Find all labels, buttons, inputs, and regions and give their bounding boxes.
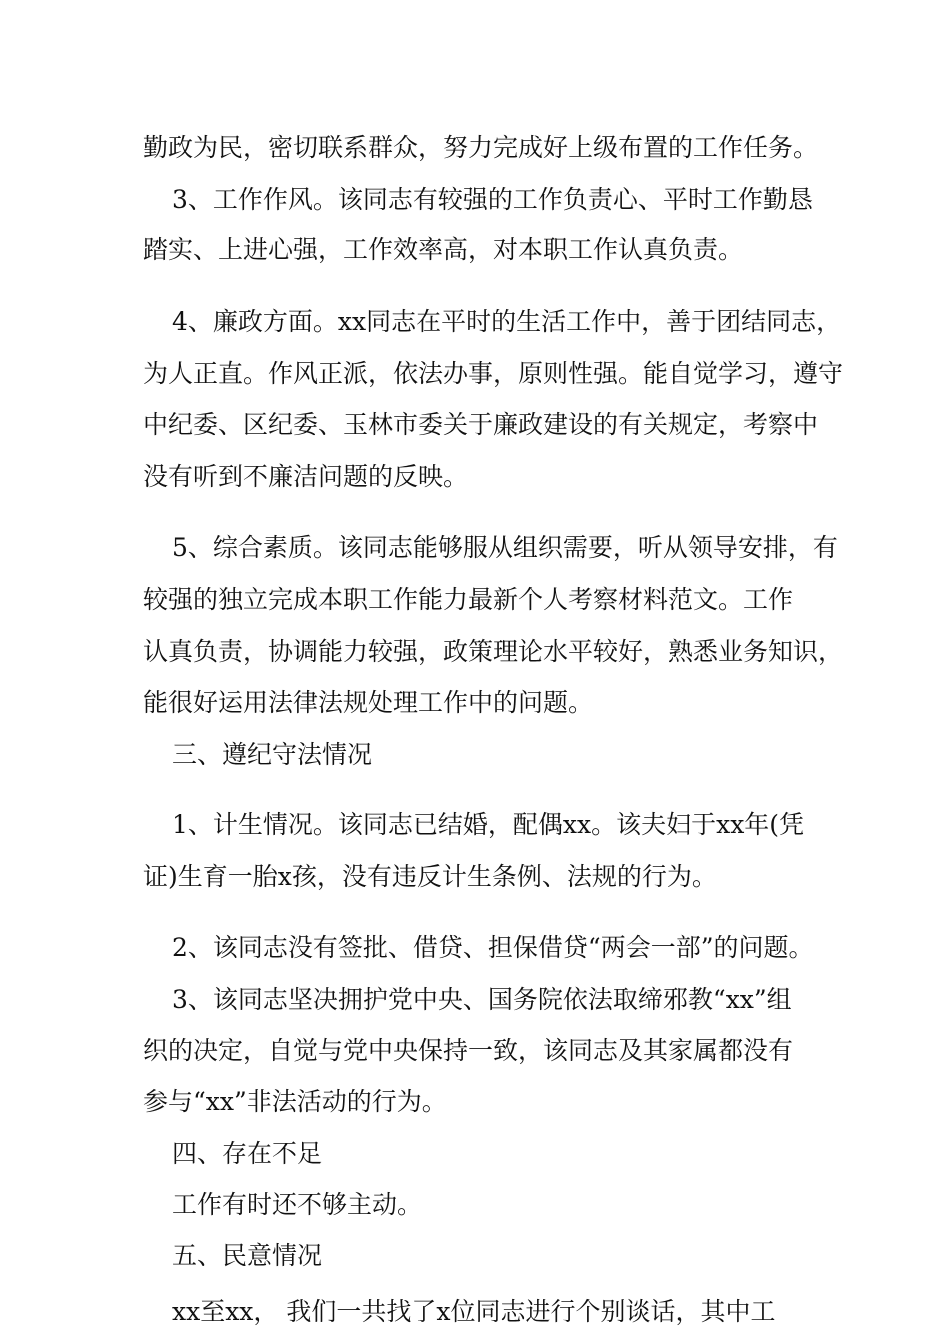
text-line: 较强的独立完成本职工作能力最新个人考察材料范文。工作	[143, 585, 794, 614]
text-line: 中纪委、区纪委、玉林市委关于廉政建设的有关规定，考察中	[143, 410, 819, 439]
text-line: xx至xx， 我们一共找了x位同志进行个别谈话，其中工	[172, 1297, 776, 1326]
text-line: 认真负责，协调能力较强，政策理论水平较好，熟悉业务知识，	[143, 637, 844, 666]
text-line: 参与“xx”非法活动的行为。	[143, 1087, 447, 1116]
text-line: 3、该同志坚决拥护党中央、国务院依法取缔邪教“xx”组	[172, 985, 792, 1014]
text-line: 勤政为民，密切联系群众，努力完成好上级布置的工作任务。	[143, 133, 819, 162]
text-line: 5、综合素质。该同志能够服从组织需要，听从领导安排，有	[172, 533, 838, 562]
text-line: 3、工作作风。该同志有较强的工作负责心、平时工作勤恳	[172, 185, 813, 214]
text-line: 证)生育一胎x孩，没有违反计生条例、法规的行为。	[143, 862, 717, 891]
text-line: 工作有时还不够主动。	[172, 1190, 423, 1219]
text-line: 1、计生情况。该同志已结婚，配偶xx。该夫妇于xx年(凭	[172, 810, 805, 839]
text-line: 4、廉政方面。xx同志在平时的生活工作中，善于团结同志，	[172, 307, 842, 336]
text-line: 能很好运用法律法规处理工作中的问题。	[143, 688, 594, 717]
text-line: 踏实、上进心强，工作效率高，对本职工作认真负责。	[143, 235, 744, 264]
section-heading: 三、遵纪守法情况	[172, 740, 373, 769]
text-line: 织的决定，自觉与党中央保持一致，该同志及其家属都没有	[143, 1036, 794, 1065]
section-heading: 五、民意情况	[172, 1241, 323, 1270]
text-line: 2、该同志没有签批、借贷、担保借贷“两会一部”的问题。	[172, 933, 814, 962]
text-line: 没有听到不廉洁问题的反映。	[143, 462, 469, 491]
text-line: 为人正直。作风正派，依法办事，原则性强。能自觉学习，遵守	[143, 359, 844, 388]
section-heading: 四、存在不足	[172, 1139, 323, 1168]
